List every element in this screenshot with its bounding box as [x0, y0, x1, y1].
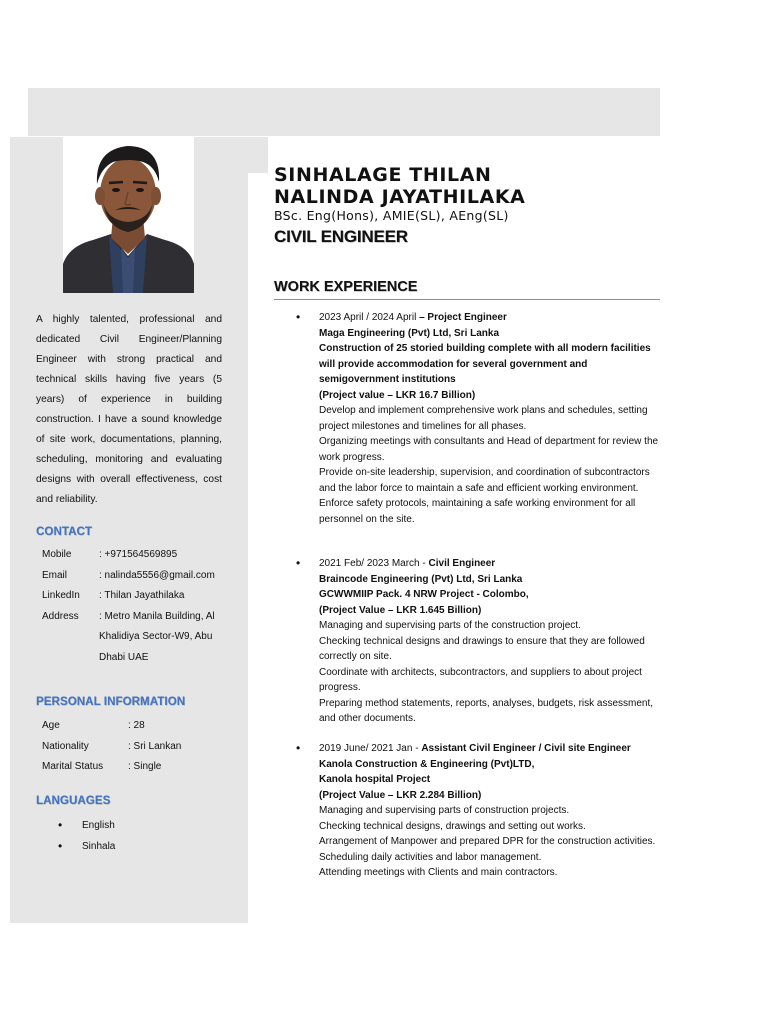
- contact-row-address: [42, 607, 239, 669]
- job-header: [319, 310, 664, 326]
- personal-info-heading: PERSONAL INFORMATION: [36, 696, 186, 708]
- job-duty: Checking technical designs and drawings to ensure that they are followed correctly on site.: [319, 635, 645, 662]
- header-notch: [248, 137, 268, 173]
- contact-value: : Metro Manila Building, Al Khalidiya Sector-W9, Abu Dhabi UAE: [99, 610, 215, 663]
- contact-label: Email: [42, 569, 68, 581]
- contact-label: Mobile: [42, 549, 72, 560]
- candidate-name: [274, 164, 525, 208]
- job-company: Maga Engineering (Pvt) Ltd, Sri Lanka: [319, 327, 500, 339]
- bullet-icon: •: [296, 310, 301, 324]
- contact-value: : Thilan Jayathilaka: [99, 590, 185, 601]
- job-title: Assistant Civil Engineer / Civil site Engineer: [421, 743, 631, 754]
- job-dash: -: [415, 743, 422, 754]
- job-period: 2023 April / 2024 April: [319, 312, 420, 323]
- personal-label: Marital Status: [42, 761, 104, 772]
- job-project-value: (Project value – LKR 16.7 Billion): [319, 389, 476, 401]
- contact-value: : +971564569895: [99, 549, 178, 560]
- job-dash: –: [419, 312, 428, 323]
- profile-photo-illustration: [63, 136, 194, 293]
- job-duty: Coordinate with architects, subcontractors, and suppliers to about project progress.: [319, 666, 642, 693]
- job-duty: Attending meetings with Clients and main contractors.: [319, 867, 558, 878]
- job-title: Civil Engineer: [428, 558, 496, 569]
- job-period: 2021 Feb/ 2023 March: [319, 558, 423, 569]
- personal-value: : Sri Lankan: [128, 740, 182, 752]
- languages-heading: LANGUAGES: [36, 795, 111, 807]
- personal-label: Nationality: [42, 740, 89, 752]
- contact-row-mobile: [42, 545, 239, 566]
- profile-summary: A highly talented, professional and dedicated Civil Engineer/Planning Engineer with strong practical and technical skills having five years (5 years) of experience in building construction. I have a sound knowledge of site work, documentations, planning, scheduling, monitoring and evaluating designs with overall effectiveness, cost and reliability.: [36, 314, 222, 505]
- contact-row-linkedin: [42, 586, 239, 607]
- job-duty: Organizing meetings with consultants and Head of department for review the work progress.: [319, 436, 659, 463]
- job-entry-2: [319, 556, 664, 727]
- job-title: Project Engineer: [427, 312, 507, 323]
- job-entry-3: [319, 741, 664, 881]
- contact-row-email: [42, 566, 239, 587]
- job-header: [319, 741, 664, 757]
- job-company: Kanola Construction & Engineering (Pvt)LTD,: [319, 758, 535, 770]
- contact-heading: CONTACT: [36, 526, 93, 538]
- personal-row-age: [42, 716, 256, 737]
- qualifications: BSc. Eng(Hons), AMIE(SL), AEng(SL): [274, 208, 509, 223]
- contact-label: Address: [42, 610, 79, 622]
- job-project: Construction of 25 storied building complete with all modern facilities will provide accommodation for several government and semigovernment institutions: [319, 343, 651, 385]
- job-duty: Enforce safety protocols, maintaining a safe working environment for all personnel on the site.: [319, 498, 636, 525]
- job-header: [319, 556, 664, 572]
- job-entry-1: [319, 310, 664, 527]
- job-duty: Preparing method statements, reports, analyses, budgets, risk assessment, and other documents.: [319, 697, 654, 724]
- bullet-icon: •: [296, 556, 301, 570]
- personal-info-list: [42, 716, 256, 778]
- job-project: GCWWMIIP Pack. 4 NRW Project - Colombo,: [319, 589, 529, 600]
- bullet-icon: •: [296, 741, 301, 755]
- contact-label: LinkedIn: [42, 590, 80, 601]
- job-project-value: (Project Value – LKR 1.645 Billion): [319, 604, 482, 616]
- job-company: Braincode Engineering (Pvt) Ltd, Sri Lanka: [319, 573, 523, 585]
- languages-list: [58, 815, 115, 857]
- personal-label: Age: [42, 720, 60, 731]
- personal-value: : 28: [128, 720, 145, 731]
- job-role-title: CIVIL ENGINEER: [274, 227, 408, 246]
- job-duty: Managing and supervising parts of the construction project.: [319, 620, 581, 631]
- personal-row-marital-status: [42, 757, 256, 778]
- name-line-1: SINHALAGE THILAN: [274, 164, 492, 186]
- job-project-value: (Project Value – LKR 2.284 Billion): [319, 789, 482, 801]
- job-duty: Managing and supervising parts of construction projects.: [319, 805, 570, 816]
- job-dash: -: [422, 558, 429, 569]
- profile-photo: [63, 136, 194, 293]
- contact-value: : nalinda5556@gmail.com: [99, 569, 215, 581]
- language-item: • English: [58, 815, 115, 836]
- personal-row-nationality: [42, 737, 256, 758]
- job-duty: Develop and implement comprehensive work plans and schedules, setting project milestones and timelines for all phases.: [319, 405, 648, 432]
- contact-list: [42, 545, 239, 668]
- job-period: 2019 June/ 2021 Jan: [319, 743, 416, 754]
- header-band: [28, 88, 660, 136]
- language-item: • Sinhala: [58, 836, 115, 857]
- name-line-2: NALINDA JAYATHILAKA: [274, 186, 526, 208]
- job-duty: Checking technical designs, drawings and setting out works.: [319, 820, 586, 832]
- section-divider: [274, 299, 660, 300]
- job-duty: Scheduling daily activities and labor management.: [319, 851, 542, 863]
- job-duty: Provide on-site leadership, supervision, and coordination of subcontractors and the labor force to maintain a safe and efficient working environment.: [319, 467, 650, 494]
- job-project: Kanola hospital Project: [319, 774, 431, 785]
- personal-value: : Single: [128, 761, 162, 772]
- work-experience-heading: WORK EXPERIENCE: [274, 279, 418, 295]
- job-duty: Arrangement of Manpower and prepared DPR for the construction activities.: [319, 836, 656, 847]
